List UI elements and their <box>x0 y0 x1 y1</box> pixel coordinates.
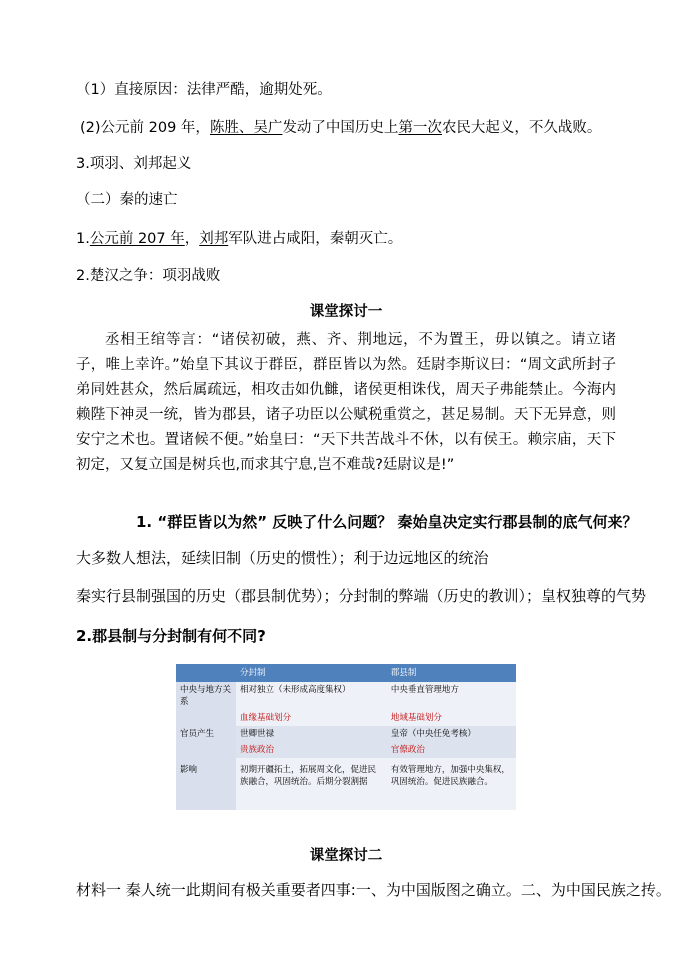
row-label <box>176 742 236 758</box>
discussion-2-title: 课堂探讨二 <box>309 848 383 864</box>
text: 农民大起义，不久战败。 <box>441 120 602 136</box>
line-xiang-liu-uprising: 3.项羽、刘邦起义 <box>76 156 192 172</box>
section-heading-qin-fall: （二）秦的速亡 <box>76 192 178 208</box>
text: (2)公元前 209 年， <box>80 120 210 136</box>
table-cell: 贵族政治 <box>236 742 387 758</box>
underlined-text: 陈胜、吴广 <box>209 120 283 136</box>
text: 1. <box>76 231 90 247</box>
line-chen-wu-uprising <box>80 118 601 138</box>
text: 军队进占咸阳，秦朝灭亡。 <box>228 231 403 247</box>
table-cell: 地域基础划分 <box>387 710 516 726</box>
underlined-text: 公元前 207 年 <box>89 231 185 247</box>
table-row <box>176 682 516 710</box>
answer-1: 大多数人想法，延续旧制（历史的惯性）；利于边远地区的统治 <box>76 549 489 567</box>
line-direct-cause: （1）直接原因：法律严酷，逾期处死。 <box>76 82 332 98</box>
table-cell: 官僚政治 <box>387 742 516 758</box>
text: ， <box>184 231 200 247</box>
material-1: 材料一 秦人统一此期间有极关重要者四事:一、为中国版图之确立。二、为中国民族之抟。 <box>76 881 671 899</box>
discussion-1-title: 课堂探讨一 <box>309 304 383 320</box>
table-row <box>176 710 516 726</box>
table-cell: 有效管理地方，加强中央集权，巩固统治。促进民族融合。 <box>387 758 516 810</box>
answer-2: 秦实行县制强国的历史（郡县制优势）；分封制的弊端（历史的教训）；皇权独尊的气势 <box>76 587 647 605</box>
comparison-table <box>176 664 516 810</box>
table-header-row <box>176 664 516 682</box>
line-qin-destroyed <box>76 229 402 249</box>
table-header-cell <box>176 664 236 682</box>
underlined-text: 刘邦 <box>199 231 229 247</box>
text: 发动了中国历史上 <box>282 120 399 136</box>
table-cell: 血缘基础划分 <box>236 710 387 726</box>
table-header-cell: 郡县制 <box>387 664 516 682</box>
question-1: 1. “群臣皆以为然” 反映了什么问题？ 秦始皇决定实行郡县制的底气何来？ <box>136 513 638 531</box>
table-row <box>176 742 516 758</box>
historical-passage: 丞相王绾等言：“诸侯初破，燕、齐、荆地远，不为置王，毋以镇之。请立诸子，唯上幸许。”始皇下其议于群臣，群臣皆以为然。廷尉李斯议曰：“周文武所封子弟同姓甚众，然后属疏远，相攻击如仇雠，诸侯更相诛伐，周天子弗能禁止。今海内赖陛下神灵一统，皆为郡县，诸子功臣以公赋税重赏之，甚足易制。天下无异意，则安宁之术也。置诸候不便。”始皇曰：“天下共苦战斗不休，以有侯王。赖宗庙，天下初定，又复立国是树兵也,而求其宁息,岂不难哉?廷尉议是!” <box>76 332 616 473</box>
underlined-text: 第一次 <box>398 120 442 136</box>
table-cell: 相对独立（未形成高度集权） <box>236 682 387 710</box>
table-header-cell: 分封制 <box>236 664 387 682</box>
table-cell: 中央垂直管理地方 <box>387 682 516 710</box>
row-label <box>176 710 236 726</box>
table-cell: 皇帝（中央任免考核） <box>387 726 516 742</box>
table-cell: 初期开疆拓土，拓展周文化，促进民族融合，巩固统治。后期分裂割据 <box>236 758 387 810</box>
question-2: 2.郡县制与分封制有何不同? <box>76 627 266 645</box>
table-row <box>176 726 516 742</box>
row-label: 中央与地方关系 <box>176 682 236 710</box>
table-row <box>176 758 516 810</box>
row-label: 影响 <box>176 758 236 810</box>
row-label: 官员产生 <box>176 726 236 742</box>
line-chu-han-contention: 2.楚汉之争：项羽战败 <box>76 268 221 284</box>
table-cell: 世卿世禄 <box>236 726 387 742</box>
